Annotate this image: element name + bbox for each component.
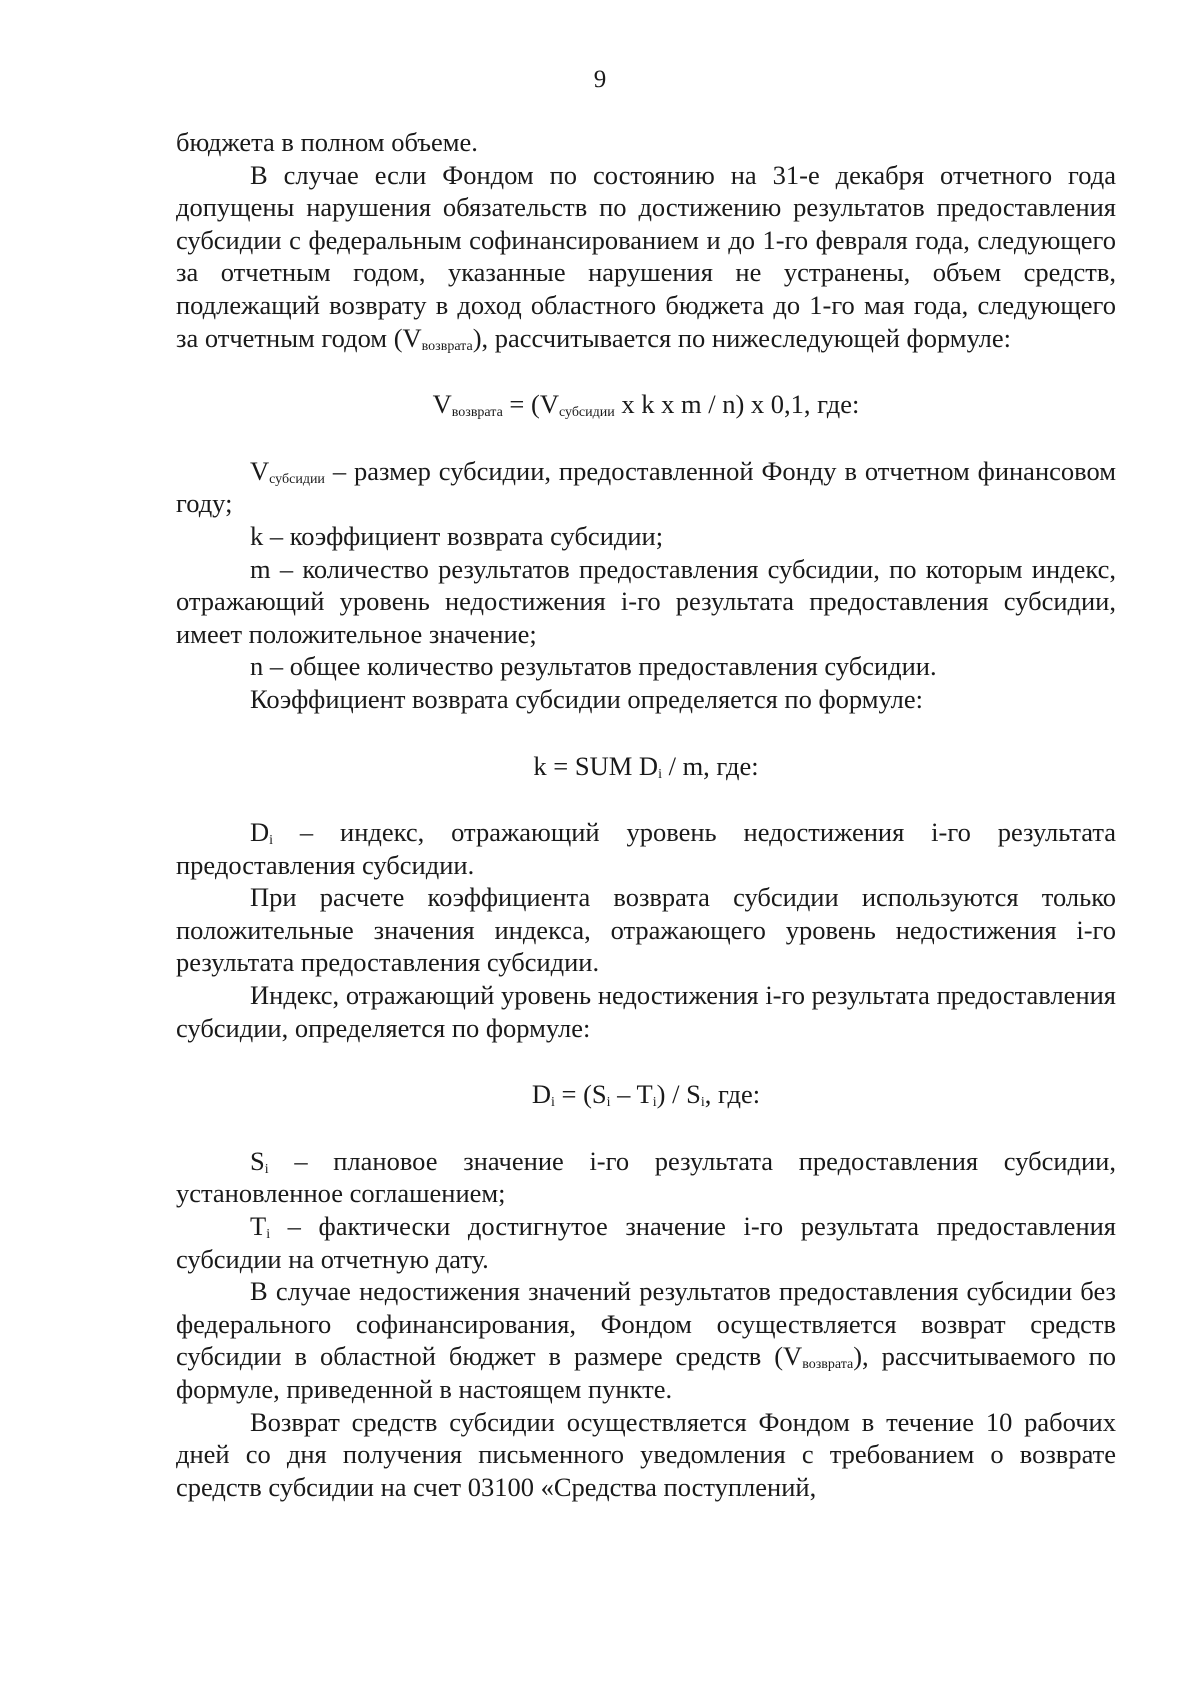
subscript: i — [266, 1227, 271, 1243]
subscript: i — [652, 1095, 657, 1111]
formula-segment: k = SUM D — [533, 750, 659, 781]
paragraph-index-intro: Индекс, отражающий уровень недостижения i-го результата предоставления субсидии, определяется по формуле: — [176, 980, 1116, 1043]
paragraph-positive-values: При расчете коэффициента возврата субсидии используются только положительные значения индекса, отражающего уровень недостижения i-го результата предоставления субсидии. — [176, 882, 1116, 978]
paragraph-budget-full: бюджета в полном объеме. — [176, 127, 478, 157]
definition-d — [176, 816, 1116, 881]
subscript: субсидии — [269, 471, 325, 487]
definition-n: n – общее количество результатов предоставления субсидии. — [250, 651, 937, 682]
text-segment: В случае если Фондом по состоянию на 31-е декабря отчетного года допущены нарушения обязательств по достижению результатов предоставления субсидии с федеральным софинансированием и до 1-го февраля года, следующего за отчетным годом, указанные нарушения не устранены, объем средств, подлежащий возврату в доход областного бюджета до 1-го мая года, следующего за отчетным годом (V — [176, 159, 1116, 353]
paragraph-violation-return — [176, 159, 1116, 355]
subscript: субсидии — [558, 405, 615, 421]
text-segment: ), рассчитываемого по формуле, приведенной в настоящем пункте. — [176, 1341, 1116, 1404]
formula-symbol: V — [250, 455, 270, 486]
text-segment: – размер субсидии, предоставленной Фонду в отчетном финансовом году; — [176, 455, 1116, 519]
text-segment: – плановое значение i-го результата предоставления субсидии, установленное соглашением; — [176, 1145, 1116, 1209]
formula-coefficient — [176, 750, 1116, 783]
formula-symbol: S — [250, 1145, 265, 1176]
formula-index — [176, 1078, 1116, 1111]
subscript: возврата — [451, 405, 503, 421]
formula-segment: x k x m / n) x 0,1, где: — [614, 389, 860, 420]
text-segment: – индекс, отражающий уровень недостижения i-го результата предоставления субсидии. — [176, 817, 1116, 880]
subscript: i — [264, 1161, 269, 1177]
definition-m: m – количество результатов предоставления субсидии, по которым индекс, отражающий уровень недостижения i-го результата предоставления субсидии, имеет положительное значение; — [176, 553, 1116, 649]
subscript: i — [269, 833, 274, 849]
subscript: i — [550, 1095, 555, 1111]
formula-segment: = (S — [554, 1079, 607, 1110]
subscript: i — [658, 766, 662, 782]
subscript: возврата — [421, 338, 473, 354]
formula-symbol: D — [250, 817, 270, 848]
formula-symbol: D — [531, 1079, 551, 1110]
formula-segment: ) / S — [656, 1079, 701, 1110]
definition-k: k – коэффициент возврата субсидии; — [250, 520, 664, 551]
formula-return-volume — [176, 388, 1116, 421]
formula-segment: / m, где: — [661, 750, 759, 781]
formula-symbol: V — [432, 389, 452, 420]
page-number: 9 — [593, 66, 607, 93]
paragraph-coefficient-intro: Коэффициент возврата субсидии определяется по формуле: — [250, 683, 923, 714]
document-body — [176, 126, 1116, 1503]
paragraph-no-federal — [176, 1275, 1116, 1405]
definition-s — [176, 1145, 1116, 1210]
formula-symbol: T — [250, 1211, 267, 1242]
formula-segment: , где: — [704, 1079, 761, 1110]
text-segment: – фактически достигнутое значение i-го результата предоставления субсидии на отчетную дату. — [176, 1211, 1116, 1274]
formula-segment: – T — [610, 1079, 653, 1110]
text-segment: ), рассчитывается по нижеследующей формуле: — [472, 322, 1012, 353]
formula-segment: = (V — [502, 389, 559, 420]
definition-v-subsidy — [176, 455, 1116, 520]
text-segment: В случае недостижения значений результатов предоставления субсидии без федерального софинансирования, Фондом осуществляется возврат средств субсидии в областной бюджет в размере средств (V — [176, 1276, 1116, 1372]
definition-t — [176, 1210, 1116, 1275]
subscript: i — [700, 1095, 705, 1111]
paragraph-return-procedure: Возврат средств субсидии осуществляется Фондом в течение 10 рабочих дней со дня получения письменного уведомления с требованием о возврате средств субсидии на счет 03100 «Средства поступлений, — [176, 1406, 1116, 1502]
subscript: i — [606, 1095, 611, 1111]
subscript: возврата — [802, 1357, 854, 1373]
